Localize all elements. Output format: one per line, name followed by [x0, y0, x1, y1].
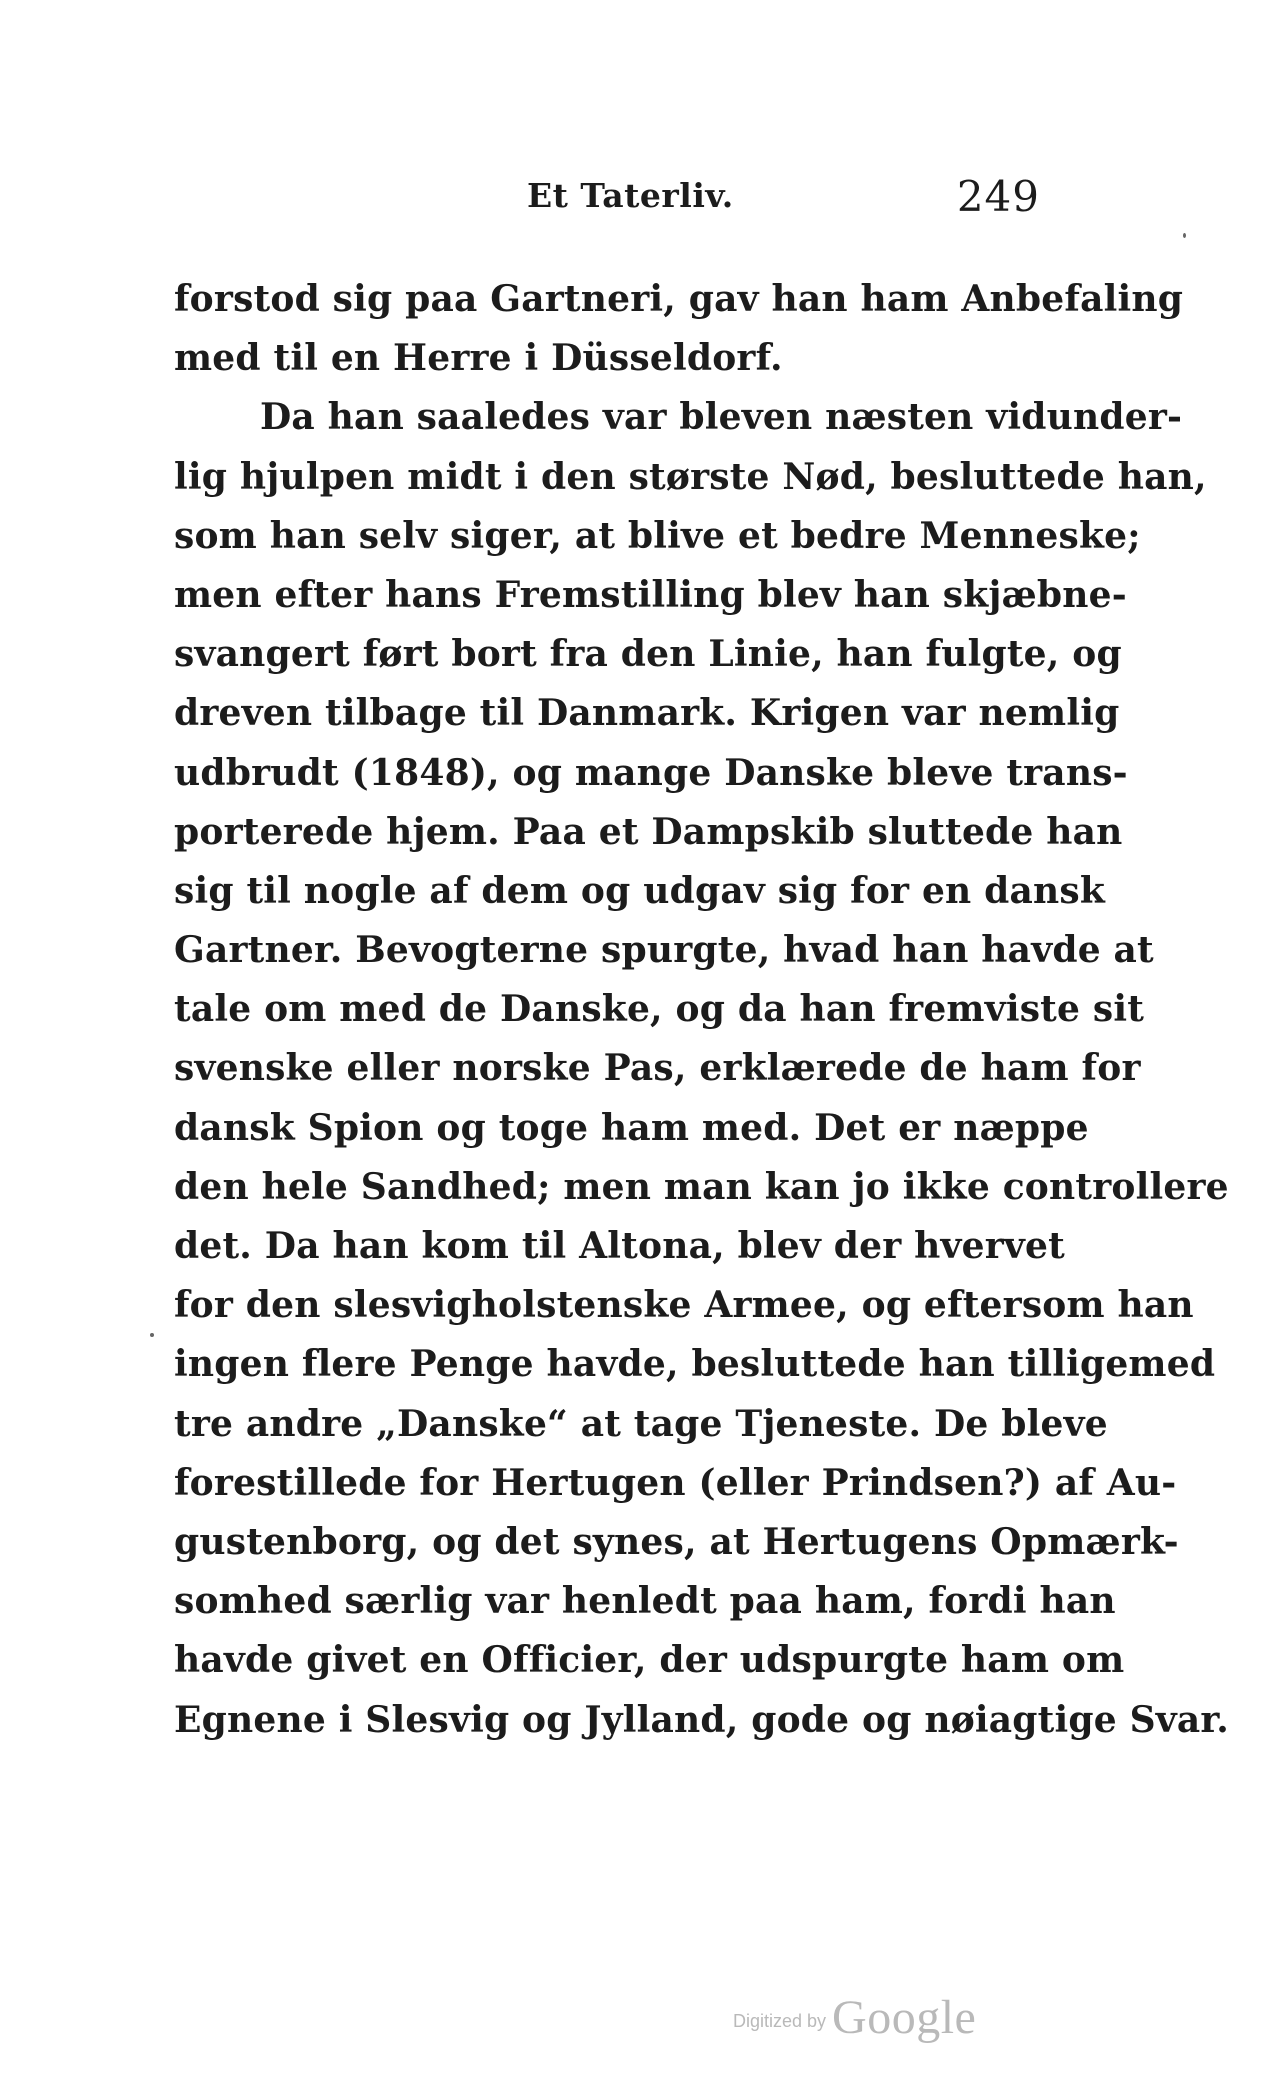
google-logo: Google [832, 1991, 977, 2044]
text-line: svenske eller norske Pas, erklærede de ham for [174, 1047, 1141, 1090]
page-number: 249 [956, 172, 1040, 221]
text-line: svangert ført bort fra den Linie, han fulgte, og [174, 633, 1122, 676]
text-line: ingen flere Penge havde, besluttede han tilligemed [174, 1343, 1216, 1386]
text-line: dansk Spion og toge ham med. Det er næppe [174, 1106, 1089, 1149]
text-line: med til en Herre i Düsseldorf. [174, 337, 783, 380]
page-header [172, 172, 1040, 232]
digitized-by-watermark [733, 1990, 976, 2045]
running-title: Et Taterliv. [527, 176, 734, 215]
text-line: for den slesvigholstenske Armee, og eftersom han [174, 1284, 1194, 1327]
text-line: tre andre „Danske“ at tage Tjeneste. De bleve [174, 1402, 1108, 1445]
text-line: den hele Sandhed; men man kan jo ikke controllere [174, 1165, 1229, 1208]
text-line: det. Da han kom til Altona, blev der hvervet [174, 1225, 1065, 1267]
text-line: forstod sig paa Gartneri, gav han ham Anbefaling [174, 278, 1184, 320]
text-line: somhed særlig var henledt paa ham, fordi han [174, 1580, 1116, 1623]
text-line: porterede hjem. Paa et Dampskib sluttede han [174, 810, 1123, 853]
text-line: Egnene i Slesvig og Jylland, gode og nøiagtige Svar. [174, 1698, 1230, 1741]
text-line: dreven tilbage til Danmark. Krigen var nemlig [174, 692, 1120, 735]
text-line: Da han saaledes var bleven næsten vidunder- [260, 396, 1183, 439]
text-line: sig til nogle af dem og udgav sig for en dansk [174, 869, 1106, 912]
body-text [174, 270, 1230, 1750]
watermark-prefix: Digitized by [733, 2011, 827, 2031]
text-line: men efter hans Fremstilling blev han skjæbne- [174, 573, 1127, 616]
text-line: tale om med de Danske, og da han fremviste sit [174, 988, 1145, 1031]
text-line: udbrudt (1848), og mange Danske bleve trans- [174, 751, 1128, 794]
scan-speck [1183, 233, 1186, 238]
scan-speck [150, 1333, 154, 1337]
text-line: som han selv siger, at blive et bedre Menneske; [174, 514, 1141, 557]
text-line: gustenborg, og det synes, at Hertugens Opmærk- [174, 1520, 1179, 1563]
text-line: Gartner. Bevogterne spurgte, hvad han havde at [174, 929, 1154, 972]
text-line: lig hjulpen midt i den største Nød, besluttede han, [174, 455, 1207, 498]
text-line: havde givet en Officier, der udspurgte ham om [174, 1639, 1125, 1682]
text-line: forestillede for Hertugen (eller Prindsen?) af Au- [174, 1461, 1177, 1504]
